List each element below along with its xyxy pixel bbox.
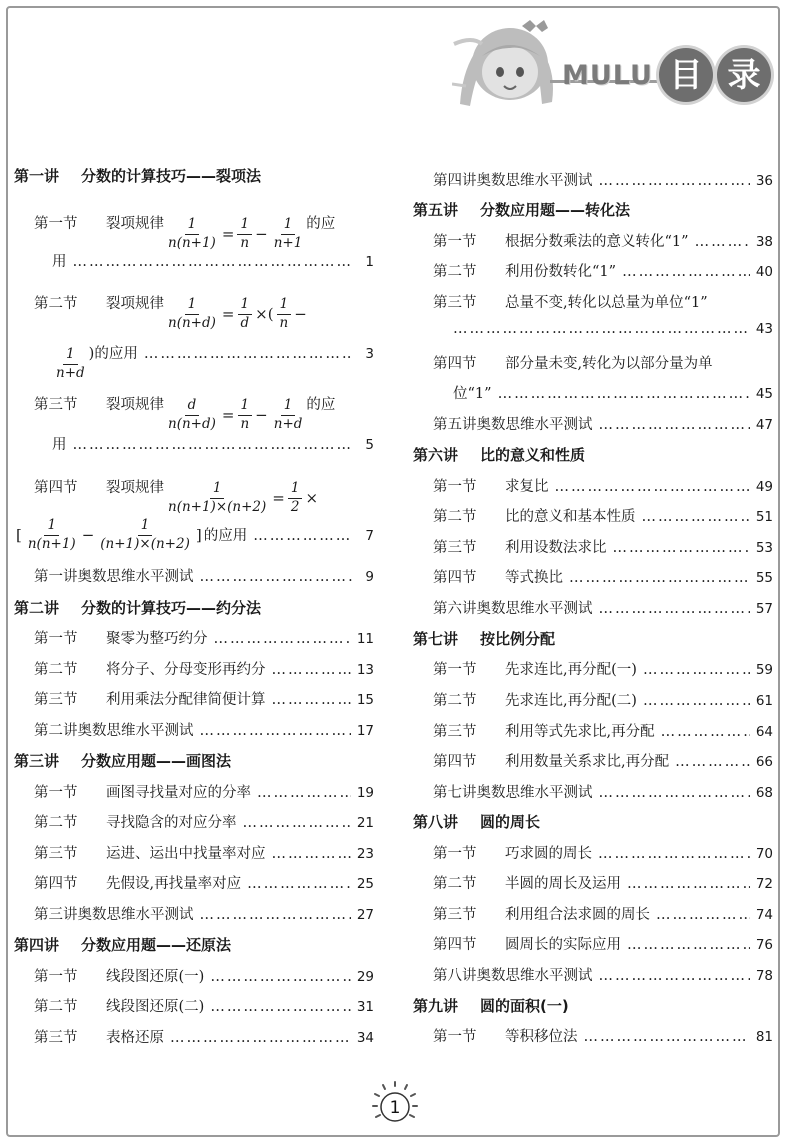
chapter-title: 分数的计算技巧——约分法 bbox=[81, 599, 262, 617]
page-number: 47 bbox=[755, 417, 773, 433]
section-label: 第一节 bbox=[433, 1029, 477, 1045]
page-number: 78 bbox=[755, 968, 773, 984]
leader-dots bbox=[257, 785, 351, 801]
page-number: 36 bbox=[755, 173, 773, 189]
chapter-title: 按比例分配 bbox=[480, 630, 556, 648]
test-title: 第六讲奥数思维水平测试 bbox=[433, 601, 593, 617]
leader-dots bbox=[210, 999, 350, 1015]
leader-dots bbox=[200, 907, 351, 923]
section-label: 第一节 bbox=[433, 662, 477, 678]
section-title: 比的意义和基本性质 bbox=[505, 509, 636, 525]
section-label: 第二节 bbox=[34, 296, 78, 312]
toc-entry-1-1-cont[interactable] bbox=[52, 250, 374, 271]
section-label: 第一节 bbox=[433, 234, 477, 250]
toc-entry-7-4[interactable] bbox=[433, 750, 773, 771]
section-title: 半圆的周长及运用 bbox=[505, 876, 621, 892]
section-suffix: 的应 bbox=[306, 397, 336, 413]
page-number: 66 bbox=[755, 754, 773, 770]
chapter-label: 第九讲 bbox=[413, 997, 459, 1015]
section-title: 先假设,再找量率对应 bbox=[106, 876, 242, 892]
toc-entry-3-3[interactable] bbox=[34, 842, 374, 863]
page-number: 31 bbox=[356, 999, 374, 1015]
section-prefix: 裂项规律 bbox=[106, 480, 164, 496]
section-label: 第三节 bbox=[433, 907, 477, 923]
page-number: 38 bbox=[755, 234, 773, 250]
toc-entry-5-4-cont[interactable] bbox=[453, 382, 773, 403]
toc-entry-1-2-cont[interactable]: $\frac{1}{n+d}$ )的应用 …………………………………………………………………………………………………………………………… 3 bbox=[52, 342, 374, 364]
page-number: 21 bbox=[356, 815, 374, 831]
section-label: 第三节 bbox=[34, 692, 78, 708]
section-label: 第三节 bbox=[34, 1030, 78, 1046]
section-label: 第二节 bbox=[433, 509, 477, 525]
chapter-label: 第七讲 bbox=[413, 630, 459, 648]
header bbox=[440, 10, 780, 125]
page-number: 45 bbox=[755, 386, 773, 402]
page-number: 1 bbox=[365, 254, 374, 270]
section-title: 根据分数乘法的意义转化“1” bbox=[505, 234, 689, 250]
leader-dots bbox=[498, 386, 750, 402]
leader-dots bbox=[675, 754, 750, 770]
leader-dots bbox=[599, 173, 750, 189]
page-number: 49 bbox=[755, 479, 773, 495]
leader-dots bbox=[272, 846, 351, 862]
toc-entry-7-3[interactable] bbox=[433, 720, 773, 741]
page-number: 64 bbox=[755, 724, 773, 740]
page-number: 19 bbox=[356, 785, 374, 801]
toc-test-5[interactable] bbox=[433, 413, 773, 434]
leader-dots bbox=[210, 969, 350, 985]
leader-dots bbox=[622, 264, 750, 280]
toc-entry-2-1[interactable] bbox=[34, 627, 374, 648]
chapter-label: 第八讲 bbox=[413, 813, 459, 831]
chapter-4[interactable] bbox=[14, 934, 374, 955]
toc-entry-7-2[interactable] bbox=[433, 689, 773, 710]
chapter-5[interactable] bbox=[413, 199, 773, 220]
section-label: 第一节 bbox=[34, 216, 78, 232]
chapter-label: 第六讲 bbox=[413, 446, 459, 464]
chapter-title: 圆的面积(一) bbox=[480, 997, 569, 1015]
section-title: 求复比 bbox=[505, 479, 549, 495]
leader-dots bbox=[243, 815, 351, 831]
toc-entry-3-4[interactable] bbox=[34, 872, 374, 893]
section-title: 等式换比 bbox=[505, 570, 563, 586]
section-wrap: 用 bbox=[52, 437, 67, 453]
chapter-title: 圆的周长 bbox=[480, 813, 541, 831]
leader-dots bbox=[599, 785, 750, 801]
section-title: 运进、运出中找量率对应 bbox=[106, 846, 266, 862]
section-title: 先求连比,再分配(二) bbox=[505, 693, 637, 709]
section-label: 第三节 bbox=[34, 846, 78, 862]
section-title: 利用组合法求圆的周长 bbox=[505, 907, 650, 923]
page-number: 5 bbox=[365, 437, 374, 453]
leader-dots bbox=[642, 509, 750, 525]
section-suffix: 的应 bbox=[306, 216, 336, 232]
test-title: 第一讲奥数思维水平测试 bbox=[34, 569, 194, 585]
section-title: 利用设数法求比 bbox=[505, 540, 607, 556]
section-suffix: )的应用 bbox=[88, 346, 138, 362]
page-number: 59 bbox=[755, 662, 773, 678]
page-number: 27 bbox=[356, 907, 374, 923]
leader-dots bbox=[599, 417, 750, 433]
toc-entry-4-3[interactable] bbox=[34, 1026, 374, 1047]
leader-dots bbox=[656, 907, 750, 923]
leader-dots bbox=[627, 937, 750, 953]
toc-entry-8-4[interactable] bbox=[433, 933, 773, 954]
section-suffix: 的应用 bbox=[203, 528, 248, 544]
page-number: 3 bbox=[365, 346, 374, 362]
section-label: 第四节 bbox=[34, 480, 78, 496]
toc-entry-1-3[interactable]: 第三节 裂项规律 $\frac{d}{n(n+d)}$ = $\frac{1}{n}$ − $\frac{1}{n+d}$ 的应 bbox=[34, 393, 374, 415]
toc-test-6[interactable] bbox=[433, 597, 773, 618]
chapter-title: 分数应用题——还原法 bbox=[81, 936, 232, 954]
page-number: 25 bbox=[356, 876, 374, 892]
page-number: 76 bbox=[755, 937, 773, 953]
page-number: 55 bbox=[755, 570, 773, 586]
page-number: 61 bbox=[755, 693, 773, 709]
section-label: 第一节 bbox=[433, 479, 477, 495]
test-title: 第二讲奥数思维水平测试 bbox=[34, 723, 194, 739]
page-number: 74 bbox=[755, 907, 773, 923]
page-number: 70 bbox=[755, 846, 773, 862]
section-title: 画图寻找量对应的分率 bbox=[106, 785, 251, 801]
section-label: 第四节 bbox=[433, 754, 477, 770]
section-title: 利用数量关系求比,再分配 bbox=[505, 754, 670, 770]
page-number-text: 1 bbox=[389, 1098, 401, 1118]
page-number: 51 bbox=[755, 509, 773, 525]
leader-dots bbox=[643, 693, 750, 709]
page-number-badge bbox=[372, 1080, 418, 1126]
leader-dots bbox=[144, 346, 352, 362]
page-number: 68 bbox=[755, 785, 773, 801]
section-title: 圆周长的实际应用 bbox=[505, 937, 621, 953]
section-label: 第四节 bbox=[433, 937, 477, 953]
section-label: 第三节 bbox=[34, 397, 78, 413]
toc-test-8[interactable] bbox=[433, 964, 773, 985]
chapter-label: 第二讲 bbox=[14, 599, 60, 617]
chapter-title: 分数的计算技巧——裂项法 bbox=[81, 167, 262, 185]
toc-entry-9-1[interactable] bbox=[433, 1025, 773, 1046]
section-label: 第二节 bbox=[433, 264, 477, 280]
leader-dots bbox=[598, 846, 750, 862]
section-title: 部分量未变,转化为以部分量为单 bbox=[505, 356, 713, 372]
toc-entry-6-3[interactable] bbox=[433, 536, 773, 557]
section-title: 利用份数转化“1” bbox=[505, 264, 617, 280]
section-title: 线段图还原(二) bbox=[106, 999, 205, 1015]
page-number: 13 bbox=[356, 662, 374, 678]
leader-dots bbox=[200, 569, 353, 585]
section-label: 第二节 bbox=[34, 815, 78, 831]
toc-entry-8-1[interactable] bbox=[433, 842, 773, 863]
leader-dots bbox=[247, 876, 351, 892]
page-number: 34 bbox=[356, 1030, 374, 1046]
title-char-1: 目 bbox=[659, 48, 713, 102]
leader-dots bbox=[613, 540, 750, 556]
section-label: 第二节 bbox=[34, 999, 78, 1015]
test-title: 第五讲奥数思维水平测试 bbox=[433, 417, 593, 433]
leader-dots bbox=[599, 601, 750, 617]
section-title: 寻找隐含的对应分率 bbox=[106, 815, 237, 831]
leader-dots bbox=[73, 254, 353, 270]
leader-dots bbox=[569, 570, 750, 586]
toc-test-4[interactable] bbox=[433, 169, 773, 190]
toc-entry-5-1[interactable] bbox=[433, 230, 773, 251]
page-number: 43 bbox=[755, 321, 773, 337]
toc-entry-4-1[interactable] bbox=[34, 965, 374, 986]
chapter-title: 分数应用题——转化法 bbox=[480, 201, 631, 219]
mulu-label: MULU bbox=[562, 60, 653, 91]
chapter-8[interactable] bbox=[413, 811, 773, 832]
section-prefix: 裂项规律 bbox=[106, 216, 164, 232]
section-title: 等积移位法 bbox=[505, 1029, 578, 1045]
leader-dots bbox=[200, 723, 351, 739]
toc-entry-6-1[interactable] bbox=[433, 475, 773, 496]
leader-dots bbox=[272, 662, 351, 678]
page-number: 15 bbox=[356, 692, 374, 708]
section-label: 第二节 bbox=[34, 662, 78, 678]
leader-dots bbox=[272, 692, 351, 708]
section-wrap: 位“1” bbox=[453, 386, 492, 402]
chapter-title: 比的意义和性质 bbox=[480, 446, 586, 464]
test-title: 第四讲奥数思维水平测试 bbox=[433, 173, 593, 189]
toc-entry-8-2[interactable] bbox=[433, 872, 773, 893]
section-label: 第二节 bbox=[433, 693, 477, 709]
test-title: 第七讲奥数思维水平测试 bbox=[433, 785, 593, 801]
toc-entry-6-4[interactable] bbox=[433, 566, 773, 587]
leader-dots bbox=[584, 1029, 750, 1045]
chapter-7[interactable] bbox=[413, 628, 773, 649]
chapter-2[interactable] bbox=[14, 597, 374, 618]
page-number: 53 bbox=[755, 540, 773, 556]
leader-dots bbox=[661, 724, 750, 740]
section-title: 利用乘法分配律简便计算 bbox=[106, 692, 266, 708]
page-number: 17 bbox=[356, 723, 374, 739]
cartoon-girl-icon bbox=[452, 14, 562, 114]
section-label: 第一节 bbox=[34, 785, 78, 801]
section-label: 第三节 bbox=[433, 295, 477, 311]
leader-dots bbox=[599, 968, 750, 984]
section-title: 将分子、分母变形再约分 bbox=[106, 662, 266, 678]
page-number: 29 bbox=[356, 969, 374, 985]
page-number: 81 bbox=[755, 1029, 773, 1045]
section-label: 第四节 bbox=[433, 356, 477, 372]
section-title: 利用等式先求比,再分配 bbox=[505, 724, 655, 740]
section-title: 线段图还原(一) bbox=[106, 969, 205, 985]
leader-dots bbox=[170, 1030, 351, 1046]
page-number: 23 bbox=[356, 846, 374, 862]
chapter-6[interactable] bbox=[413, 444, 773, 465]
leader-dots bbox=[555, 479, 750, 495]
toc-entry-1-3-cont[interactable] bbox=[52, 433, 374, 454]
section-title: 聚零为整巧约分 bbox=[106, 631, 208, 647]
section-label: 第四节 bbox=[433, 570, 477, 586]
toc-entry-7-1[interactable] bbox=[433, 658, 773, 679]
toc-entry-1-4[interactable]: 第四节 裂项规律 $\frac{1}{n(n+1)\times(n+2)}$ = $\frac{1}{2}$ × bbox=[34, 476, 374, 498]
toc-entry-2-2[interactable] bbox=[34, 658, 374, 679]
chapter-3[interactable] bbox=[14, 750, 374, 771]
toc-test-7[interactable] bbox=[433, 781, 773, 802]
toc-entry-5-3-cont[interactable] bbox=[453, 321, 773, 337]
section-title: 巧求圆的周长 bbox=[505, 846, 592, 862]
toc-entry-3-2[interactable] bbox=[34, 811, 374, 832]
section-label: 第三节 bbox=[433, 540, 477, 556]
leader-dots bbox=[643, 662, 750, 678]
section-label: 第一节 bbox=[34, 969, 78, 985]
page-number: 72 bbox=[755, 876, 773, 892]
chapter-9[interactable] bbox=[413, 995, 773, 1016]
page-number: 11 bbox=[356, 631, 374, 647]
leader-dots bbox=[73, 437, 353, 453]
test-title: 第八讲奥数思维水平测试 bbox=[433, 968, 593, 984]
leader-dots bbox=[253, 528, 352, 544]
title-char-2: 录 bbox=[717, 48, 771, 102]
leader-dots bbox=[627, 876, 750, 892]
toc-entry-1-4-cont[interactable]: [ $\frac{1}{n(n+1)}$ − $\frac{1}{(n+1)\times(n+2)}$ ] 的应用 …………………………………………………………………………………………………………………………… 7 bbox=[14, 524, 374, 545]
toc-entry-3-1[interactable] bbox=[34, 781, 374, 802]
page-number: 7 bbox=[365, 528, 374, 544]
section-label: 第三节 bbox=[433, 724, 477, 740]
toc-entry-1-1[interactable]: 第一节 裂项规律 $\frac{1}{n(n+1)}$ = $\frac{1}{n}$ − $\frac{1}{n+1}$ 的应 bbox=[34, 212, 374, 234]
section-prefix: 裂项规律 bbox=[106, 296, 164, 312]
page-number: 40 bbox=[755, 264, 773, 280]
toc-entry-6-2[interactable] bbox=[433, 505, 773, 526]
chapter-label: 第三讲 bbox=[14, 752, 60, 770]
section-prefix: 裂项规律 bbox=[106, 397, 164, 413]
toc-entry-1-2[interactable]: 第二节 裂项规律 $\frac{1}{n(n+d)}$ = $\frac{1}{d}$ ×( $\frac{1}{n}$ − bbox=[34, 292, 374, 314]
section-title: 表格还原 bbox=[106, 1030, 164, 1046]
chapter-label: 第四讲 bbox=[14, 936, 60, 954]
chapter-title: 分数应用题——画图法 bbox=[81, 752, 232, 770]
section-label: 第一节 bbox=[433, 846, 477, 862]
chapter-1[interactable] bbox=[14, 165, 374, 186]
section-wrap: 用 bbox=[52, 254, 67, 270]
section-title: 先求连比,再分配(一) bbox=[505, 662, 637, 678]
toc-test-2[interactable] bbox=[34, 719, 374, 740]
section-label: 第四节 bbox=[34, 876, 78, 892]
section-title: 总量不变,转化以总量为单位“1” bbox=[505, 295, 708, 311]
toc-test-3[interactable] bbox=[34, 903, 374, 924]
test-title: 第三讲奥数思维水平测试 bbox=[34, 907, 194, 923]
toc-entry-5-3[interactable] bbox=[433, 291, 773, 312]
leader-dots bbox=[695, 234, 750, 250]
toc-entry-5-2[interactable] bbox=[433, 260, 773, 281]
toc-entry-4-2[interactable] bbox=[34, 995, 374, 1016]
chapter-label: 第一讲 bbox=[14, 167, 60, 185]
toc-entry-5-4[interactable] bbox=[433, 352, 773, 373]
page-number: 9 bbox=[365, 569, 374, 585]
toc-entry-8-3[interactable] bbox=[433, 903, 773, 924]
toc-entry-2-3[interactable] bbox=[34, 688, 374, 709]
leader-dots bbox=[453, 321, 750, 337]
page-number: 57 bbox=[755, 601, 773, 617]
leader-dots bbox=[214, 631, 351, 647]
section-label: 第一节 bbox=[34, 631, 78, 647]
chapter-label: 第五讲 bbox=[413, 201, 459, 219]
toc-test-1[interactable] bbox=[34, 565, 374, 586]
section-label: 第二节 bbox=[433, 876, 477, 892]
